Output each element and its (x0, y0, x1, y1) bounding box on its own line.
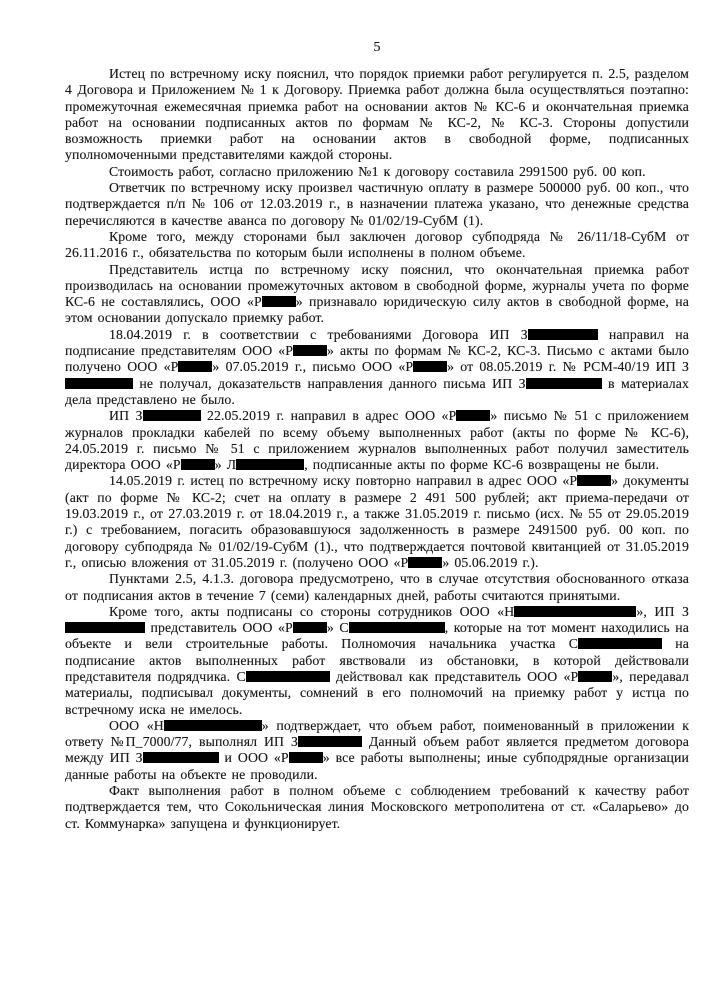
paragraph: Кроме того, акты подписаны со стороны сотрудников ООО «Н », ИП З представитель ООО «Р » С , которые на тот момент находились на объекте и вели строительные работы. Полномочия начальника участка С на подписание актов выполненных работ явствовали из обстановки, в которой действовали представителя подрядчика. С действовал как представитель ООО «Р », передавал материалы, подписывал документы, сомнений в его полномочий на приемку работ у истца по встречному иска не имелось. (65, 603, 689, 717)
page-number: 5 (373, 40, 381, 55)
redaction-bar (143, 752, 219, 763)
redaction-bar (413, 361, 447, 372)
redaction-bar (298, 736, 362, 747)
redaction-bar (514, 606, 636, 617)
document-body (65, 66, 689, 832)
redaction-bar (456, 410, 490, 421)
redaction-bar (262, 296, 296, 307)
paragraph: Факт выполнения работ в полном объеме с соблюдением требований к качеству работ подтверждается тем, что Сокольническая линия Московского метрополитена от ст. «Саларьево» до ст. Коммунарка» запущена и функционирует. (65, 783, 689, 831)
redaction-bar (293, 345, 327, 356)
redaction-bar (408, 557, 442, 568)
paragraph: Кроме того, между сторонами был заключен договор субподряда № 26/11/18-СубМ от 26.11.2016 г., обязательства по которым были исполнены в полном объеме. (65, 228, 689, 261)
redaction-bar (526, 378, 602, 389)
paragraph: ИП З 22.05.2019 г. направил в адрес ООО «Р » письмо № 51 с приложением журналов прокладки кабелей по всему объему выполненных работ (акты по форме № КС-6), 24.05.2019 г. письмо № 51 с приложением журналов выполненных работ получил заместитель директора ООО «Р » Л , подписанные акты по форме КС-6 возвращены не были. (65, 408, 689, 473)
paragraph: 14.05.2019 г. истец по встречному иску повторно направил в адрес ООО «Р » документы (акт по форме № КС-2; счет на оплату в размере 2 491 500 рублей; акт приема-передачи от 19.03.2019 г., от 27.03.2019 г. от 18.04.2019 г., а также 31.05.2019 г. письмо (исх. № 55 от 29.05.2019 г.) с требованием, погасить образовавшуюся задолженность в размере 2491500 руб. 00 коп. по договору субподряда № 01/02/19-СубМ (1)., что подтверждается почтовой квитанцией от 31.05.2019 г., описью вложения от 31.05.2019 г. (получено ООО «Р » 05.06.2019 г.). (65, 473, 689, 570)
redaction-bar (349, 622, 445, 633)
redaction-bar (143, 410, 201, 421)
paragraph: Представитель истца по встречному иску пояснил, что окончательная приемка работ производилась на основании промежуточных актовом в свободной форме, журналы учета по форме КС-6 не составлялись, ООО «Р » признавало юридическую силу актов в свободной форме, на этом основании допускало приемку работ. (65, 261, 689, 326)
redaction-bar (293, 622, 327, 633)
redaction-bar (236, 459, 304, 470)
paragraph: ООО «Н » подтверждает, что объем работ, поименованный в приложении к ответу №П_7000/77, выполнял ИП З Данный объем работ является предметом договора между ИП З и ООО «Р » все работы выполнены; иные субподрядные организации данные работы на объекте не проводили. (65, 717, 690, 782)
redaction-bar (65, 622, 145, 633)
redaction-bar (578, 638, 662, 649)
paragraph: Ответчик по встречному иску произвел частичную оплату в размере 500000 руб. 00 коп., что подтверждается п/п № 106 от 12.03.2019 г., в назначении платежа указано, что денежные средства перечисляются в качестве аванса по договору № 01/02/19-СубМ (1). (65, 180, 689, 228)
paragraph: Стоимость работ, согласно приложению №1 к договору составила 2991500 руб. 00 коп. (109, 163, 646, 179)
paragraph: 18.04.2019 г. в соответствии с требованиями Договора ИП З направил на подписание представителям ООО «Р » акты по формам № КС-2, КС-3. Письмо с актами было получено ООО «Р » 07.05.2019 г., письмо ООО «Р » от 08.05.2019 г. № РСМ-40/19 ИП З не получал, доказательств направления данного письма ИП З в материалах дела представлено не было. (65, 326, 690, 407)
redaction-bar (289, 752, 323, 763)
paragraph: Истец по встречному иску пояснил, что порядок приемки работ регулируется п. 2.5, разделом 4 Договора и Приложением № 1 к Договору. Приемка работ должна была осуществляться поэтапно: промежуточная ежемесячная приемка работ на основании актов № КС-6 и окончательная приемка работ на основании подписанных актов по формам № КС-2, № КС-3. Стороны допустили возможность приемки работ на основании актов в свободной форме, подписанных уполномоченными представителями каждой стороны. (65, 66, 689, 163)
paragraph: Пунктами 2.5, 4.1.3. договора предусмотрено, что в случае отсутствия обоснованного отказа от подписания актов в течение 7 (семи) календарных дней, работы считаются принятыми. (65, 571, 689, 603)
redaction-bar (578, 671, 612, 682)
redaction-bar (577, 475, 611, 486)
redaction-bar (65, 378, 133, 389)
redaction-bar (528, 329, 598, 340)
redaction-bar (181, 459, 215, 470)
redaction-bar (246, 671, 330, 682)
redaction-bar (178, 361, 212, 372)
redaction-bar (164, 720, 262, 731)
